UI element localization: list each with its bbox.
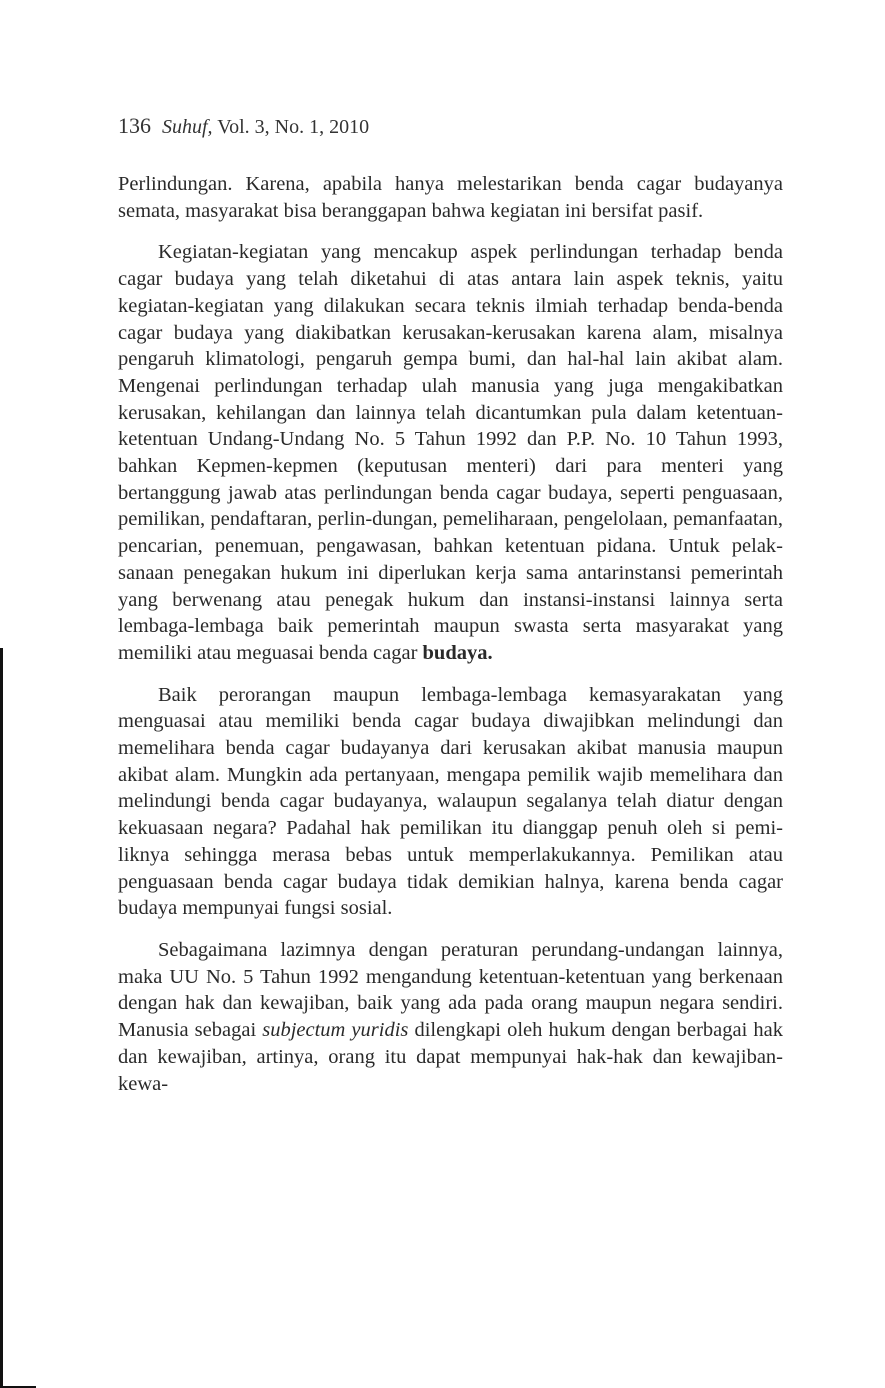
paragraph-3: Baik perorangan maupun lembaga-lembaga kemasyarakatan yang menguasai atau memiliki benda cagar budaya diwajibkan melindungi dan memelihara benda cagar budayanya dari kerusakan akibat manusia maupun akibat alam. Mungkin ada pertanyaan, mengapa pemilik wajib memelihara dan melindungi benda cagar budayanya, walaupun segalanya telah diatur dengan kekuasaan negara? Padahal hak pemilikan itu dianggap penuh oleh si pemi-liknya sehingga merasa bebas untuk memperlakukannya. Pemilikan atau penguasaan benda cagar budaya tidak demikian halnya, karena benda cagar budaya mempunyai fungsi sosial. (118, 683, 783, 920)
body-text (118, 171, 783, 1097)
paragraph-4-text-b: dilengkapi oleh hukum dengan berbagai hak dan kewajiban, artinya, orang itu dapat mempunyai hak-hak dan kewajiban-kewa- (118, 1019, 783, 1095)
paragraph-2 (118, 239, 783, 666)
paragraph-1: Perlindungan. Karena, apabila hanya melestarikan benda cagar budayanya semata, masyarakat bisa beranggapan bahwa kegiatan ini bersifat pasif. (118, 173, 783, 222)
paragraph-4 (118, 937, 783, 1097)
paragraph-2-text: Kegiatan-kegiatan yang mencakup aspek perlindungan terhadap benda cagar budaya yang telah diketahui di atas antara lain aspek teknis, yaitu kegiatan-kegiatan yang dilakukan secara teknis ilmiah terhadap benda-benda cagar budaya yang diakibatkan kerusakan-kerusakan karena alam, misalnya pengaruh klimatologi, pengaruh gempa bumi, dan hal-hal lain akibat alam. Mengenai perlindungan terhadap ulah manusia yang juga mengakibatkan kerusakan, kehilangan dan lainnya telah dicantumkan pula dalam ketentuan-ketentuan Undang-Undang No. 5 Tahun 1992 dan P.P. No. 10 Tahun 1993, bahkan Kepmen-kepmen (keputusan menteri) dari para menteri yang bertanggung jawab atas perlindungan benda cagar budaya, seperti penguasaan, pemilikan, pendaftaran, perlin-dungan, pemeliharaan, pengelolaan, pemanfaatan, pencarian, penemuan, pengawasan, bahkan ketentuan pidana. Untuk pelak-sanaan penegakan hukum ini diperlukan kerja sama antarinstansi pemerintah yang berwenang atau penegak hukum dan instansi-instansi lainnya serta lembaga-lembaga baik pemerintah maupun swasta serta masyarakat yang memiliki atau meguasai benda cagar (118, 241, 783, 664)
page-number: 136 (118, 113, 151, 138)
journal-title: Suhuf, (162, 116, 213, 138)
journal-issue: Vol. 3, No. 1, 2010 (217, 116, 370, 138)
paragraph-4-italic-term: subjectum yuridis (262, 1019, 409, 1042)
scan-edge-line (0, 648, 3, 1388)
paragraph-2-end: budaya. (422, 641, 493, 664)
running-header (118, 113, 369, 139)
paragraph-4-text-a: Sebagaimana lazimnya dengan peraturan perundang-undangan lainnya, maka UU No. 5 Tahun 1992 mengandung ketentuan-ketentuan yang berkenaan dengan hak dan kewajiban, baik yang ada pada orang maupun negara sendiri. Manusia sebagai (118, 938, 783, 1042)
